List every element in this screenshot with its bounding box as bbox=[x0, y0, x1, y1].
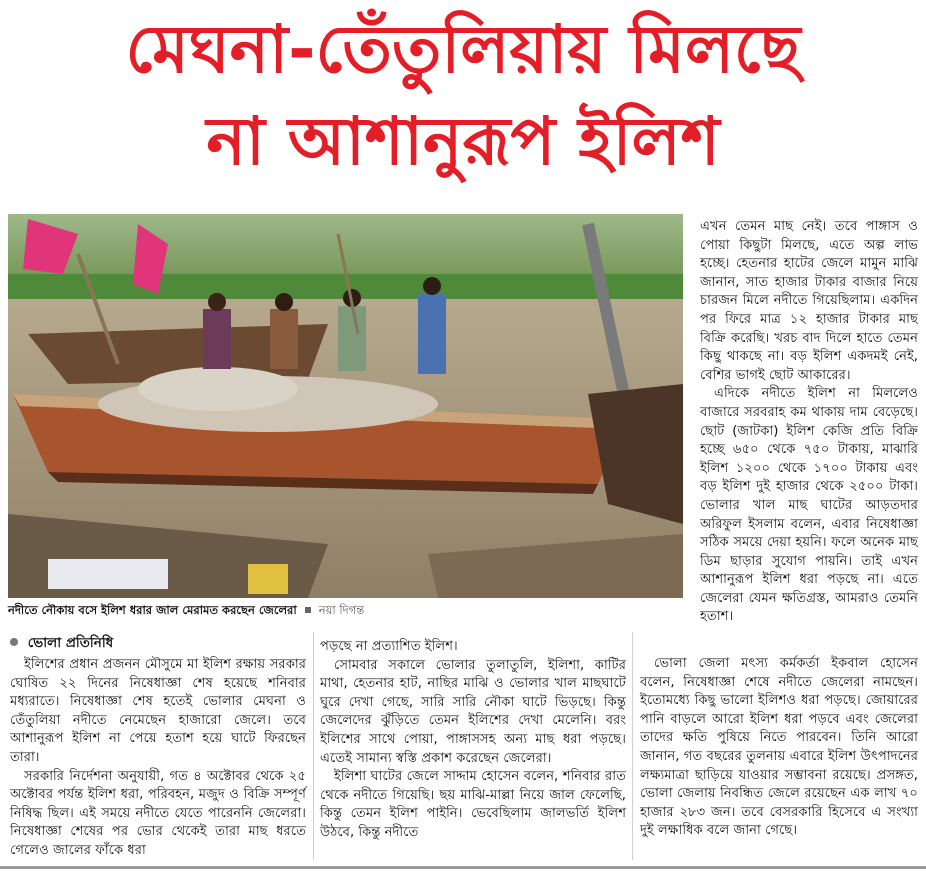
column-2 bbox=[320, 638, 626, 843]
paragraph: ইলিশের প্রধান প্রজনন মৌসুমে মা ইলিশ রক্ষায় সরকার ঘোষিত ২২ দিনের নিষেধাজ্ঞা শেষ হয়েছে শনিবার মধ্যরাতে। নিষেধাজ্ঞা শেষ হতেই ভোলার মেঘনা ও তেঁতুলিয়া নদীতে নেমেছেন হাজারো জেলে। তবে আশানুরূপ ইলিশ না পেয়ে হতাশ হয়ে ঘাটে ফিরছেন তারা। bbox=[10, 657, 306, 765]
bullet-dot-icon bbox=[10, 638, 18, 646]
fishermen-boat-photo bbox=[8, 214, 683, 598]
photo-source: নয়া দিগন্ত bbox=[318, 603, 365, 617]
headline bbox=[0, 4, 926, 188]
photo-caption bbox=[8, 601, 683, 619]
headline-line-2: না আশানুরূপ ইলিশ bbox=[206, 103, 720, 180]
column-divider bbox=[313, 632, 314, 860]
byline bbox=[10, 632, 113, 655]
column-right-bottom bbox=[640, 655, 918, 841]
headline-line-1: মেঘনা-তেঁতুলিয়ায় মিলছে bbox=[125, 11, 801, 88]
column-divider bbox=[632, 632, 633, 860]
square-bullet-icon bbox=[305, 607, 311, 613]
column-1 bbox=[10, 656, 306, 861]
bottom-rule bbox=[0, 866, 926, 869]
paragraph: এখন তেমন মাছ নেই। তবে পাঙ্গাস ও পোয়া কিছুটা মিলছে, এতে অল্প লাভ হচ্ছে। হেতনার হাটের জেলে মামুন মাঝি জানান, সাত হাজার টাকার বাজার নিয়ে চারজন মিলে নদীতে গিয়েছিলাম। একদিন পর ফিরে মাত্র ১২ হাজার টাকার মাছ বিক্রি করেছি। খরচ বাদ দিলে হাতে তেমন কিছু থাকছে না। বড় ইলিশ একদমই নেই, বেশির ভাগই ছোট আকারের। bbox=[700, 219, 918, 383]
paragraph: ভোলা জেলা মৎস্য কর্মকর্তা ইকবাল হোসেন বলেন, নিষেধাজ্ঞা শেষে নদীতে জেলেরা নামছেন। ইতোমধ্যে কিছু ভালো ইলিশও ধরা পড়ছে। জোয়ারের পানি বাড়লে আরো ইলিশ ধরা পড়বে এবং জেলেরা তাদের ক্ষতি পুষিয়ে নিতে পারবেন। তিনি আরো জানান, গত বছরের তুলনায় এবারে ইলিশ উৎপাদনের লক্ষ্যমাত্রা ছাড়িয়ে যাওয়ার সম্ভাবনা রয়েছে। প্রসঙ্গত, ভোলা জেলায় নিবন্ধিত জেলে রয়েছেন এক লাখ ৭০ হাজার ২৮৩ জন। তবে বেসরকারি হিসেবে এ সংখ্যা দুই লক্ষাধিক বলে জানা গেছে। bbox=[640, 656, 918, 839]
column-right-top bbox=[700, 218, 918, 627]
byline-text: ভোলা প্রতিনিধি bbox=[27, 635, 114, 651]
news-photo bbox=[8, 214, 683, 598]
paragraph: পড়ছে না প্রত্যাশিত ইলিশ। bbox=[320, 639, 458, 654]
paragraph: এদিকে নদীতে ইলিশ না মিললেও বাজারে সরবরাহ কম থাকায় দাম বেড়েছে। ছোট (জাটকা) ইলিশ কেজি প্রতি বিক্রি হচ্ছে ৬৫০ থেকে ৭৫০ টাকায়, মাঝারি ইলিশ ১২০০ থেকে ১৭০০ টাকায় এবং বড় ইলিশ দুই হাজার থেকে ২৫০০ টাকা। ভোলার খাল মাছ ঘাটের আড়তদার অরিফুল ইসলাম বলেন, এবার নিষেধাজ্ঞা সঠিক সময়ে দেয়া হয়নি। ফলে অনেক মাছ ডিম ছাড়ার সুযোগ পায়নি। তাই এখন আশানুরূপ ইলিশ ধরা পড়ছে না। এতে জেলেরা যেমন ক্ষতিগ্রস্ত, আমরাও তেমনি হতাশ। bbox=[700, 386, 918, 625]
caption-text: নদীতে নৌকায় বসে ইলিশ ধরার জাল মেরামত করছেন জেলেরা bbox=[8, 603, 297, 617]
paragraph: সরকারি নির্দেশনা অনুযায়ী, গত ৪ অক্টোবর থেকে ২৫ অক্টোবর পর্যন্ত ইলিশ ধরা, পরিবহন, মজুদ ও বিক্রি সম্পূর্ণ নিষিদ্ধ ছিল। এই সময়ে নদীতে যেতে পারেননি জেলেরা। নিষেধাজ্ঞা শেষের পর ভোর থেকেই তারা মাছ ধরতে গেলেও জালের ফাঁকে ধরা bbox=[10, 768, 306, 858]
paragraph: সোমবার সকালে ভোলার তুলাতুলি, ইলিশা, কাটির মাথা, হেতনার হাট, নাছির মাঝি ও ভোলার খাল মাছঘাটে ঘুরে দেখা গেছে, সারি সারি নৌকা ঘাটে ভিড়ছে। কিন্তু জেলেদের ঝুঁড়িতে তেমন ইলিশের দেখা মেলেনি। বরং ইলিশের সাথে পোয়া, পাঙ্গাসসহ অন্য মাছ ধরা পড়ছে। এতেই সামান্য স্বস্তি প্রকাশ করেছেন জেলেরা। bbox=[320, 657, 626, 766]
paragraph: ইলিশা ঘাটের জেলে সাদ্দাম হোসেন বলেন, শনিবার রাত থেকে নদীতে গিয়েছি। ছয় মাঝি-মাল্লা নিয়ে জাল ফেলেছি, কিন্তু তেমন ইলিশ পাইনি। ভেবেছিলাম জালভর্তি ইলিশ উঠবে, কিন্তু নদীতে bbox=[320, 769, 626, 840]
